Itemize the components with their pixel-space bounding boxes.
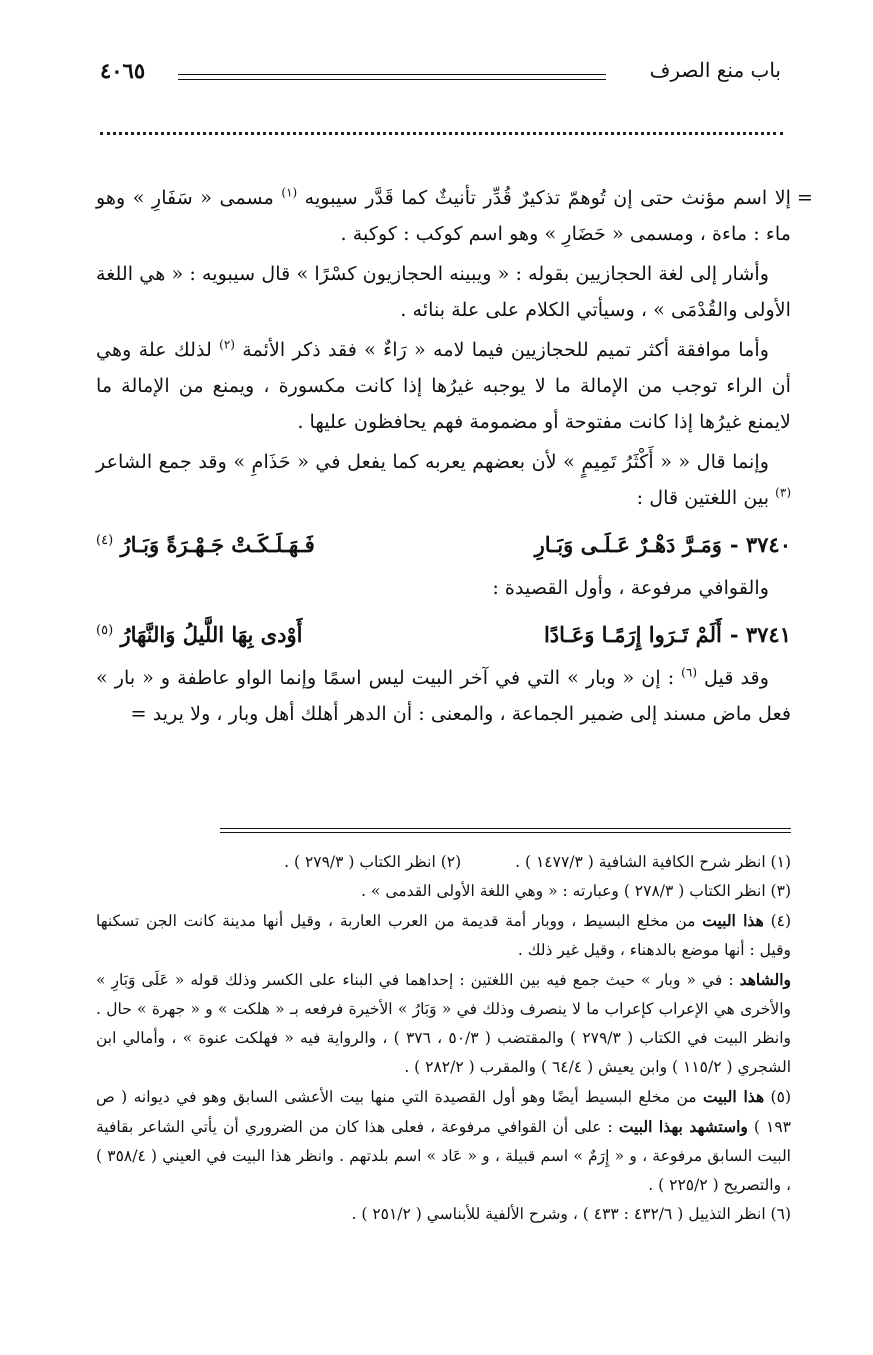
continuation-mark: = [130, 702, 147, 725]
footnote-ref-2[interactable]: (٢) [219, 337, 235, 352]
continuation-mark: = [796, 186, 813, 209]
footnote-5-text-b: : على أن القوافي مرفوعة ، فعلى هذا كان من الضروري أن يأتي الشاعر بقافية البيت السابق مرفوعة ، و « إِرَمٌ » اسم قبيلة ، و « عَاد » اسم بلدتهم . وانظر هذا البيت في العيني ( ٣٥٨/٤ ) ، والتصريح ( ٢٢٥/٢ ) . [96, 1118, 791, 1194]
footnote-ref-6[interactable]: (٦) [681, 665, 697, 680]
paragraph-6 [96, 660, 791, 732]
verse-number: ٣٧٤٠ - [729, 532, 791, 557]
paragraph-2: وأشار إلى لغة الحجازيين بقوله : « ويبينه الحجازيون كسْرًا » قال سيبويه : « هي اللغة الأولى والقُدْمَى » ، وسيأتي الكلام على علة بنائه . [96, 262, 791, 321]
footnotes [96, 848, 791, 1229]
footnote-5 [96, 1082, 791, 1200]
paragraph-1-text-b: مسمى « سَفَارِ » وهو ماء : ماءة ، ومسمى « حَضَارِ » وهو اسم كوكب : كوكبة . [96, 186, 791, 245]
footnote-4-number: (٤) [770, 912, 792, 930]
footnote-2: (٢) انظر الكتاب ( ٢٧٩/٣ ) . [284, 853, 462, 871]
paragraph-1 [96, 180, 813, 252]
verse-number: ٣٧٤١ - [729, 622, 791, 647]
hemistich-text: أَوْدى بِهَا اللَّيلُ وَالنَّهَارُ [120, 622, 303, 647]
paragraph-3-text: وأما موافقة أكثر تميم للحجازيين فيما لامه « رَاءٌ » فقد ذكر الأئمة [242, 338, 769, 361]
verse-3740-first-hemistich [535, 524, 791, 566]
footnote-5-number: (٥) [770, 1088, 791, 1106]
footnote-4-text: من مخلع البسيط ، ووبار أمة قديمة من العرب العاربة ، وقيل أنها مدينة كانت الجن تسكنها وقيل : أنها موضع بالدهناء ، وقيل غير ذلك . [96, 912, 791, 959]
paragraph-1-text: إلا اسم مؤنث حتى إن تُوهمّ تذكيرٌ قُدِّر تأنيثٌ كما قَدَّر سيبويه [304, 186, 791, 209]
page-number: ٤٠٦٥ [100, 58, 146, 83]
verse-3740-second-hemistich [96, 520, 315, 566]
dotted-separator [100, 132, 783, 141]
footnote-4-evidence [96, 965, 791, 1082]
paragraph-6-text: وقد قيل [704, 666, 769, 689]
footnote-1: (١) انظر شرح الكافية الشافية ( ١٤٧٧/٣ ) . [515, 853, 791, 871]
footnote-5-text: من مخلع البسيط أيضًا وهو أول القصيدة التي منها بيت الأعشى السابق وهو في ديوانه ( ص ١٩٣ ) [96, 1088, 791, 1136]
footnote-ref-4[interactable]: (٤) [96, 533, 114, 548]
paragraph-4 [96, 444, 791, 516]
hemistich-text: فَـهَـلَـكَـتْ جَـهْـرَةً وَبَـارُ [120, 532, 315, 557]
paragraph-4-text: وإنما قال « « أَكْثَرُ تَمِيمٍ » لأن بعضهم يعربه كما يفعل في « حَذَامِ » وقد جمع الشاعر [96, 450, 769, 473]
verse-3741-first-hemistich [544, 614, 791, 656]
verse-3741 [96, 610, 791, 656]
footnote-4-keyword: هذا البيت [702, 911, 764, 930]
evidence-keyword: والشاهد [739, 970, 791, 989]
paragraph-6-text-b: : إن « وبار » التي في آخر البيت ليس اسمًا وإنما الواو عاطفة و « بار » فعل ماض مسند إلى ضمير الجماعة ، والمعنى : أن الدهر أهلك أهل وبار ، ولا يريد [96, 666, 791, 725]
footnote-5-keyword: هذا البيت [703, 1087, 765, 1106]
footnote-3: (٣) انظر الكتاب ( ٢٧٨/٣ ) وعبارته : « وهي اللغة الأولى القدمى » . [361, 882, 791, 900]
footnote-ref-5[interactable]: (٥) [96, 623, 114, 638]
paragraph-3 [96, 332, 791, 440]
verse-3741-second-hemistich [96, 610, 302, 656]
footnote-row-1-2 [96, 848, 791, 877]
footnote-ref-3[interactable]: (٣) [775, 485, 791, 500]
footnote-5-keyword-2: واستشهد بهذا البيت [618, 1117, 748, 1136]
footnote-rule [220, 828, 791, 833]
evidence-text: : في « وبار » حيث جمع فيه بين اللغتين : إحداهما في البناء على الكسر وذلك قوله « عَلَى وَبَارِ » والأخرى هي الإعراب كإعراب ما لا ينصرف وذلك في « وَبَارُ » الأخيرة فرفعه بـ « هلكت » و « جهرة » حال . وانظر البيت في الكتاب ( ٢٧٩/٣ ) والمقتضب ( ٥٠/٣ ، ٣٧٦ ) ، والرواية فيه « فهلكت عنوة » ، وأمالي ابن الشجري ( ١١٥/٢ ) وابن يعيش ( ٦٤/٤ ) والمقرب ( ٢٨٢/٢ ) . [96, 971, 791, 1076]
verse-3740 [96, 520, 791, 566]
hemistich-text: أَلَمْ تَـرَوا إِرَمًـا وَعَـادًا [543, 622, 722, 647]
main-text [96, 180, 813, 736]
page-header [100, 58, 781, 94]
hemistich-text: وَمَـرَّ دَهْـرٌ عَـلَـى وَبَـارِ [534, 532, 722, 557]
footnote-6: (٦) انظر التذييل ( ٤٣٢/٦ : ٤٣٣ ) ، وشرح الألفية للأبناسي ( ٢٥١/٢ ) . [351, 1205, 791, 1223]
paragraph-5: والقوافي مرفوعة ، وأول القصيدة : [492, 576, 769, 599]
chapter-title: باب منع الصرف [649, 58, 781, 82]
footnote-ref-1[interactable]: (١) [281, 185, 298, 200]
paragraph-4-text-b: بين اللغتين قال : [636, 486, 770, 509]
footnote-4 [96, 906, 791, 965]
header-rule [178, 74, 606, 80]
paragraph-3-text-b: لذلك علة وهي أن الراء توجب من الإمالة ما لا يوجبه غيرُها إذا كانت مكسورة ، ويمنع من الإمالة ما لايمنع غيرُها إذا كانت مفتوحة أو مضمومة فهم يحافظون عليها . [96, 338, 791, 433]
